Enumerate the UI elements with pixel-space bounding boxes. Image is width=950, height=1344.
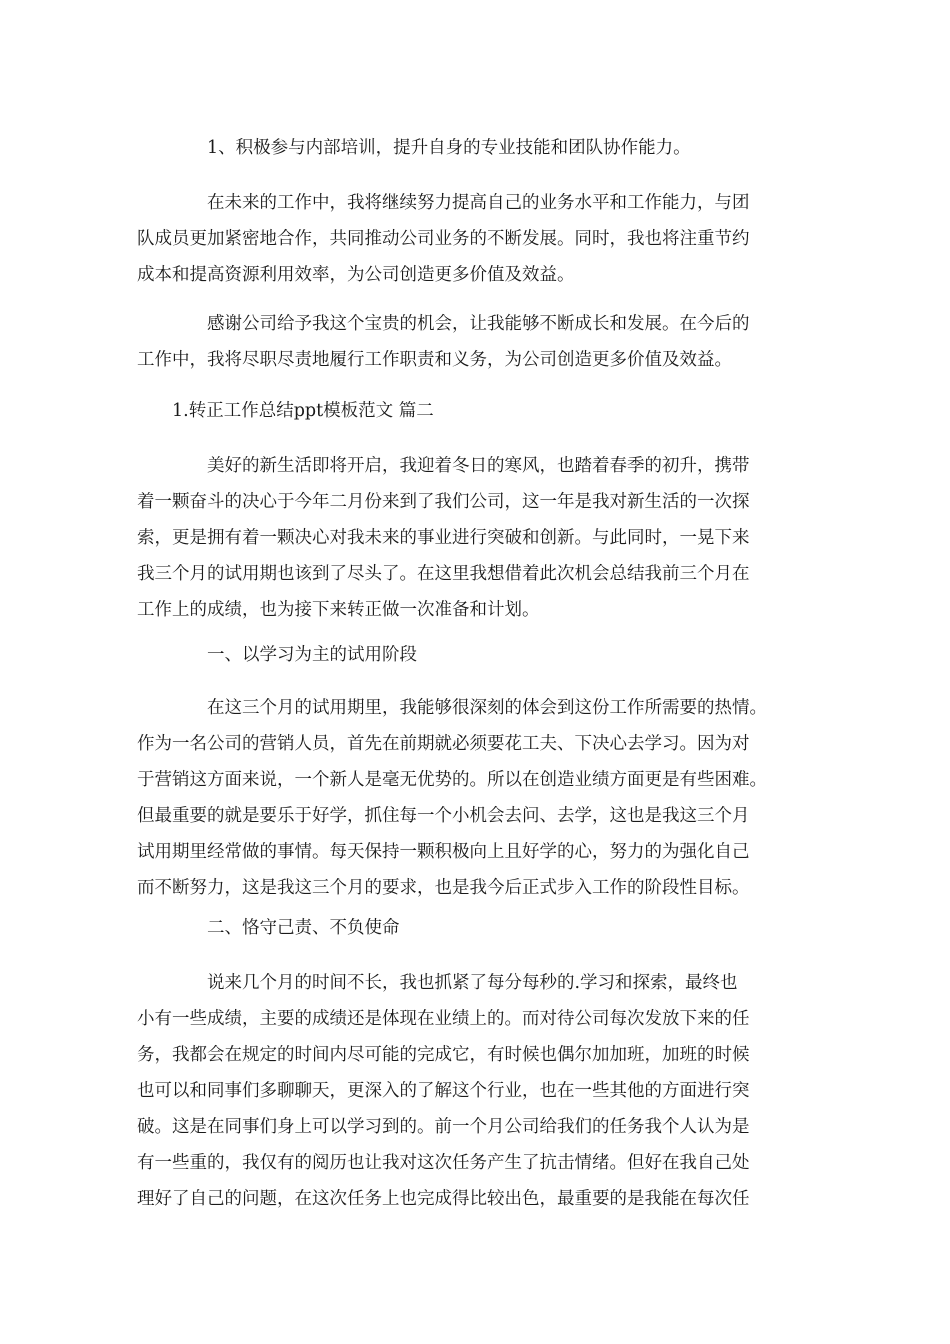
paragraph-thanks: [137, 306, 827, 378]
text-line: 着一颗奋斗的决心于今年二月份来到了我们公司，这一年是我对新生活的一次探: [137, 492, 750, 512]
text-line: 感谢公司给予我这个宝贵的机会，让我能够不断成长和发展。在今后的: [137, 314, 750, 334]
paragraph-future-work: [137, 185, 827, 293]
heading-line: 二、恪守己责、不负使命: [137, 918, 400, 938]
paragraph-item-1: [137, 130, 827, 166]
text-line: 工作上的成绩，也为接下来转正做一次准备和计划。: [137, 600, 540, 620]
text-line: 试用期里经常做的事情。每天保持一颗积极向上且好学的心，努力的为强化自己: [137, 842, 750, 862]
text-line: 队成员更加紧密地合作，共同推动公司业务的不断发展。同时，我也将注重节约: [137, 229, 750, 249]
heading-line: 1.转正工作总结ppt模板范文 篇二: [137, 401, 434, 421]
text-line: 但最重要的就是要乐于好学，抓住每一个小机会去问、去学，这也是我这三个月: [137, 806, 750, 826]
text-line: 而不断努力，这是我这三个月的要求，也是我今后正式步入工作的阶段性目标。: [137, 878, 750, 898]
section-title-1: [137, 637, 827, 673]
text-line: 我三个月的试用期也该到了尽头了。在这里我想借着此次机会总结我前三个月在: [137, 564, 750, 584]
text-line: 工作中，我将尽职尽责地履行工作职责和义务，为公司创造更多价值及效益。: [137, 350, 732, 370]
text-line: 破。这是在同事们身上可以学习到的。前一个月公司给我们的任务我个人认为是: [137, 1117, 750, 1137]
text-line: 有一些重的，我仅有的阅历也让我对这次任务产生了抗击情绪。但好在我自己处: [137, 1153, 750, 1173]
text-line: 说来几个月的时间不长，我也抓紧了每分每秒的.学习和探索，最终也: [137, 973, 738, 993]
text-line: 在未来的工作中，我将继续努力提高自己的业务水平和工作能力，与团: [137, 193, 750, 213]
section-title-2: [137, 910, 827, 946]
text-line: 在这三个月的试用期里，我能够很深刻的体会到这份工作所需要的热情。: [137, 698, 767, 718]
heading-line: 一、以学习为主的试用阶段: [137, 645, 417, 665]
text-line: 作为一名公司的营销人员，首先在前期就必须要花工夫、下决心去学习。因为对: [137, 734, 750, 754]
text-line: 务，我都会在规定的时间内尽可能的完成它，有时候也偶尔加加班，加班的时候: [137, 1045, 750, 1065]
text-line: 成本和提高资源利用效率，为公司创造更多价值及效益。: [137, 265, 575, 285]
text-line: 于营销这方面来说，一个新人是毫无优势的。所以在创造业绩方面更是有些困难。: [137, 770, 767, 790]
paragraph-new-life: [137, 448, 827, 628]
text-line: 理好了自己的问题，在这次任务上也完成得比较出色，最重要的是我能在每次任: [137, 1189, 750, 1209]
section-heading-part2: [137, 393, 827, 429]
text-line: 索，更是拥有着一颗决心对我未来的事业进行突破和创新。与此同时，一晃下来: [137, 528, 750, 548]
text-line: 1、积极参与内部培训，提升自身的专业技能和团队协作能力。: [137, 138, 691, 158]
text-line: 也可以和同事们多聊聊天，更深入的了解这个行业，也在一些其他的方面进行突: [137, 1081, 750, 1101]
paragraph-section-1-body: [137, 690, 827, 906]
paragraph-section-2-body: [137, 965, 827, 1217]
text-line: 小有一些成绩，主要的成绩还是体现在业绩上的。而对待公司每次发放下来的任: [137, 1009, 750, 1029]
text-line: 美好的新生活即将开启，我迎着冬日的寒风，也踏着春季的初升，携带: [137, 456, 750, 476]
